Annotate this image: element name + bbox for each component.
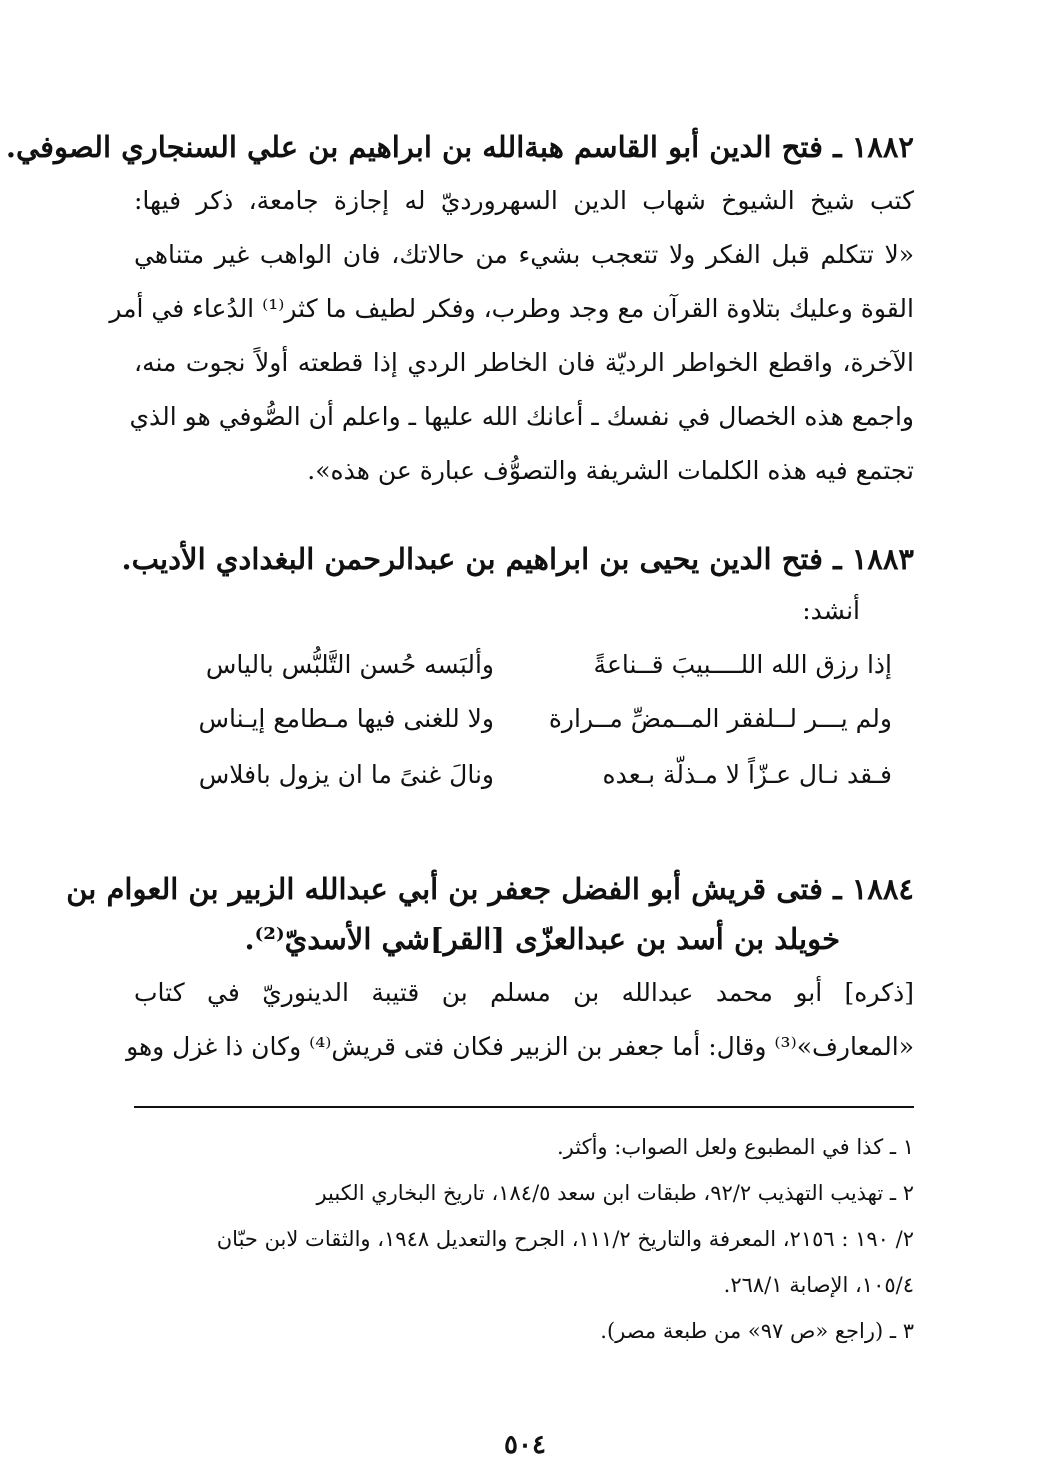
footnote-3: ٣ ـ (راجع «ص ٩٧» من طبعة مصر). xyxy=(600,1319,914,1343)
entry-1884-body xyxy=(126,966,914,1074)
footnote-2-line-1: ٢ ـ تهذيب التهذيب ٩٢/٢، طبقات ابن سعد ١٨٤/٥، تاريخ البخاري الكبير xyxy=(316,1181,914,1205)
body-line: تجتمع فيه هذه الكلمات الشريفة والتصوُّف عبارة عن هذه». xyxy=(307,456,914,485)
verse-second-hemistich: ولا للغنى فيها مـطامع إيـناس xyxy=(198,704,494,733)
verse-intro: أنشد: xyxy=(802,596,860,625)
body-line: [ذكره] أبو محمد عبدالله بن مسلم بن قتيبة الدينوريّ في كتاب xyxy=(134,978,914,1007)
verse-first-hemistich: فـقد نـال عـزّاً لا مـذلّة بـعده xyxy=(602,760,892,789)
body-line: «المعارف»⁽³⁾ وقال: أما جعفر بن الزبير فكان فتى قريش⁽⁴⁾ وكان ذا غزل وهو xyxy=(126,1032,914,1061)
entry-1882-body xyxy=(109,174,914,498)
footnote-2-line-3: ١٠٥/٤، الإصابة ٢٦٨/١. xyxy=(723,1273,914,1297)
entry-1883-title: ١٨٨٣ ـ فتح الدين يحيى بن ابراهيم بن عبدالرحمن البغدادي الأديب. xyxy=(121,542,914,576)
verse-second-hemistich: وألبَسه حُسن التَّلبُّس بالياس xyxy=(205,650,494,679)
body-line: «لا تتكلم قبل الفكر ولا تتعجب بشيء من حالاتك، فان الواهب غير متناهي xyxy=(134,240,914,269)
footnote-separator xyxy=(134,1106,914,1108)
footnote-2-line-2: ٢/ ١٩٠ : ٢١٥٦، المعرفة والتاريخ ١١١/٢، الجرح والتعديل ١٩٤٨، والثقات لابن حبّان xyxy=(216,1227,914,1251)
body-line: القوة وعليك بتلاوة القرآن مع وجد وطرب، وفكر لطيف ما كثر⁽¹⁾ الدُعاء في أمر xyxy=(109,294,914,323)
entry-1884-title-line-1: ١٨٨٤ ـ فتى قريش أبو الفضل جعفر بن أبي عبدالله الزبير بن العوام بن xyxy=(66,872,914,906)
body-line: كتب شيخ الشيوخ شهاب الدين السهرورديّ له إجازة جامعة، ذكر فيها: xyxy=(134,186,914,215)
verse-second-hemistich: ونالَ غنىً ما ان يزول بافلاس xyxy=(198,760,494,789)
entry-1882-title: ١٨٨٢ ـ فتح الدين أبو القاسم هبةالله بن ابراهيم بن علي السنجاري الصوفي. xyxy=(5,130,914,164)
verse-line xyxy=(134,750,914,800)
verse-first-hemistich: إذا رزق الله اللــــبيبَ قــناعةً xyxy=(593,650,892,679)
verse-line xyxy=(134,694,914,744)
body-line: واجمع هذه الخصال في نفسك ـ أعانك الله عليها ـ واعلم أن الصُّوفي هو الذي xyxy=(129,402,914,431)
verse-line xyxy=(134,640,914,690)
body-line: الآخرة، واقطع الخواطر الرديّة فان الخاطر الردي إذا قطعته أولاً نجوت منه، xyxy=(134,348,914,377)
page-number: ٥٠٤ xyxy=(504,1430,546,1460)
verse-first-hemistich: ولم يـــر لــلفقر المــمضِّ مــرارة xyxy=(548,704,892,733)
footnote-1: ١ ـ كذا في المطبوع ولعل الصواب: وأكثر. xyxy=(557,1135,914,1159)
entry-1884-title-line-2: خويلد بن أسد بن عبدالعزّى [القر]شي الأسديّ⁽²⁾. xyxy=(244,922,840,956)
